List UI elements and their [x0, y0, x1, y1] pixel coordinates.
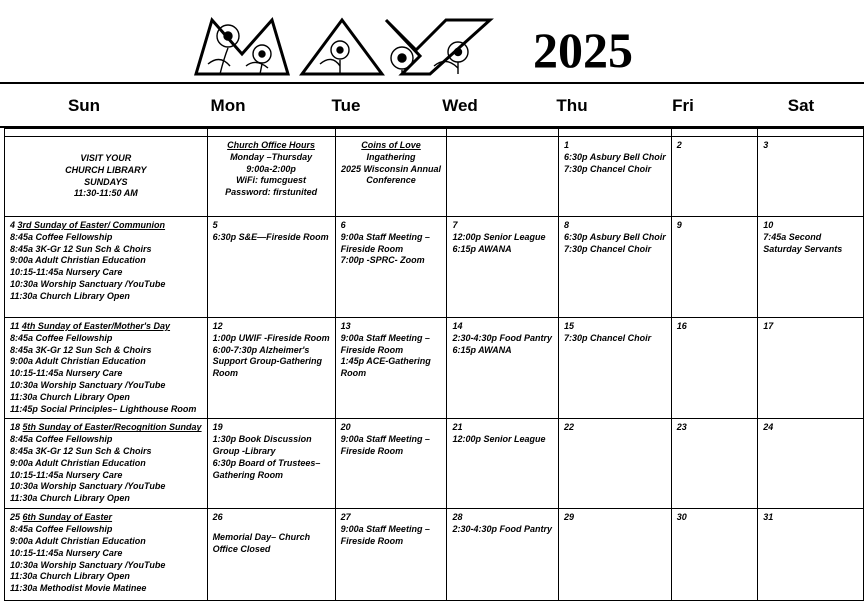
event-item: 6:15p AWANA: [452, 344, 512, 355]
week-row-5: [5, 509, 864, 601]
note-line: Password: firstunited: [225, 187, 318, 198]
event-item: 7:30p Chancel Choir: [564, 163, 652, 174]
event-item: 12:00p Senior League: [452, 231, 546, 242]
day-number: 4: [10, 220, 16, 230]
note-line: Ingathering: [366, 151, 416, 162]
day-number: 23: [676, 422, 687, 433]
day-number: 8: [564, 220, 570, 230]
day-cell-23: [671, 419, 757, 509]
day-cell-30: [671, 509, 757, 601]
day-cell-3: [758, 137, 864, 217]
coins-of-love-cell: [335, 137, 447, 217]
weekday-mon: Mon: [210, 96, 246, 115]
event-item: 10:15-11:45a Nursery Care: [10, 469, 123, 480]
note-line: SUNDAYS: [84, 176, 128, 187]
event-item: 11:30a Church Library Open: [10, 391, 130, 402]
day-cell-empty: [447, 137, 559, 217]
event-item: 10:15-11:45a Nursery Care: [10, 368, 123, 379]
weekday-wed: Wed: [442, 96, 478, 115]
event-item: 6:30p Asbury Bell Choir: [564, 151, 666, 162]
note-line: WiFi: fumcguest: [236, 175, 307, 186]
day-cell-11: [5, 318, 208, 419]
day-number: 5: [212, 220, 218, 230]
event-item: 11:30a Church Library Open: [10, 290, 130, 301]
day-number: 24: [763, 422, 774, 433]
day-number: 28: [452, 512, 463, 523]
day-cell-18: [5, 419, 208, 509]
month-grid: [4, 128, 864, 601]
day-number: 15: [564, 321, 575, 331]
event-item: 2:30-4:30p Food Pantry: [452, 332, 552, 343]
event-item: 10:15-11:45a Nursery Care: [10, 267, 123, 278]
event-item: 11:45p Social Principles– Lighthouse Room: [10, 403, 197, 414]
event-item: 7:30p Chancel Choir: [564, 243, 652, 254]
day-number: 14: [452, 321, 463, 331]
event-item: 10:15-11:45a Nursery Care: [10, 547, 123, 558]
day-number: 6: [340, 220, 346, 230]
event-item: 11:30a Church Library Open: [10, 493, 130, 504]
day-cell-12: [207, 318, 335, 419]
event-item: 1:30p Book Discussion Group -Library: [212, 434, 312, 456]
day-number: 2: [676, 140, 682, 150]
day-cell-20: [335, 419, 447, 509]
note-line: Monday –Thursday: [230, 151, 313, 162]
event-item: 9:00a Adult Christian Education: [10, 457, 146, 468]
event-item: 9:00a Staff Meeting –: [340, 434, 430, 445]
note-line: VISIT YOUR: [80, 152, 132, 163]
day-cell-28: [447, 509, 559, 601]
day-cell-26: [207, 509, 335, 601]
event-item: 9:00a Staff Meeting –: [340, 231, 430, 242]
event-item: Fireside Room: [340, 344, 404, 355]
day-cell-4: [5, 217, 208, 318]
event-item: 10:30a Worship Sanctuary /YouTube: [10, 481, 166, 492]
day-cell-10: [758, 217, 864, 318]
note-line: CHURCH LIBRARY: [65, 164, 147, 175]
note-line: 11:30-11:50 AM: [73, 188, 138, 199]
day-cell-5: [207, 217, 335, 318]
event-item: 10:30a Worship Sanctuary /YouTube: [10, 278, 166, 289]
day-number: 10: [763, 220, 774, 230]
event-item: 12:00p Senior League: [452, 434, 546, 445]
day-cell-17: [758, 318, 864, 419]
day-number: 31: [763, 512, 774, 523]
event-item: 7:30p Chancel Choir: [564, 332, 652, 343]
event-item: 8:45a 3K-Gr 12 Sun Sch & Choirs: [10, 344, 152, 355]
office-hours-cell: [207, 137, 335, 217]
header-divider: [0, 82, 864, 84]
library-note-cell: [5, 137, 208, 217]
day-cell-2: [671, 137, 757, 217]
day-number: 1: [564, 140, 570, 150]
event-item: 6:30p Asbury Bell Choir: [564, 231, 666, 242]
day-number: 30: [676, 512, 687, 523]
event-item: Fireside Room: [340, 535, 404, 546]
event-item: 9:00a Adult Christian Education: [10, 356, 146, 367]
event-item: 8:45a 3K-Gr 12 Sun Sch & Choirs: [10, 243, 152, 254]
day-cell-31: [758, 509, 864, 601]
event-item: 9:00a Adult Christian Education: [10, 535, 146, 546]
day-number: 11: [10, 321, 20, 331]
week-row-4: [5, 419, 864, 509]
day-number: 22: [564, 422, 575, 433]
event-item: 6:30p S&E—Fireside Room: [212, 231, 329, 242]
day-number: 16: [676, 321, 687, 331]
event-item: 9:00a Staff Meeting –: [340, 332, 430, 343]
sunday-title: 4th Sunday of Easter/Mother's Day: [21, 321, 171, 331]
day-number: 27: [340, 512, 351, 523]
day-cell-13: [335, 318, 447, 419]
event-item: 6:30p Board of Trustees–Gathering Room: [212, 457, 321, 480]
day-cell-27: [335, 509, 447, 601]
event-item: 2:30-4:30p Food Pantry: [452, 524, 552, 535]
day-number: 13: [340, 321, 351, 331]
day-number: 25: [10, 512, 21, 523]
weekday-sat: Sat: [787, 96, 815, 115]
day-number: 21: [452, 422, 463, 433]
event-item: 7:00p -SPRC- Zoom: [340, 255, 425, 266]
event-item: Fireside Room: [340, 445, 404, 456]
coins-of-love-title: Coins of Love: [361, 140, 421, 150]
day-number: 12: [212, 321, 223, 331]
week-row-1: [5, 137, 864, 217]
day-cell-24: [758, 419, 864, 509]
event-item: 9:00a Staff Meeting –: [340, 524, 430, 535]
day-number: 18: [10, 422, 21, 433]
week-row-3: [5, 318, 864, 419]
event-item: 11:30a Church Library Open: [10, 571, 130, 582]
sunday-title: 6th Sunday of Easter: [22, 512, 113, 523]
week-row-2: [5, 217, 864, 318]
day-cell-25: [5, 509, 208, 601]
event-item: Fireside Room: [340, 243, 404, 254]
day-cell-22: [559, 419, 672, 509]
event-item: 8:45a Coffee Fellowship: [10, 434, 113, 445]
day-number: 19: [212, 422, 223, 433]
event-item: Memorial Day– Church Office Closed: [212, 532, 311, 554]
day-number: 17: [763, 321, 774, 331]
event-item: 1:00p UWIF -Fireside Room: [212, 332, 330, 343]
day-number: 20: [340, 422, 351, 433]
event-item: 8:45a Coffee Fellowship: [10, 231, 113, 242]
day-cell-19: [207, 419, 335, 509]
event-item: 1:45p ACE-Gathering Room: [340, 356, 431, 379]
day-cell-21: [447, 419, 559, 509]
weekday-header-row: [0, 88, 864, 124]
day-cell-15: [559, 318, 672, 419]
day-number: 7: [452, 220, 458, 230]
event-item: 10:30a Worship Sanctuary /YouTube: [10, 379, 166, 390]
day-cell-1: [559, 137, 672, 217]
day-cell-8: [559, 217, 672, 318]
weekday-tue: Tue: [331, 96, 361, 115]
weekday-fri: Fri: [672, 96, 694, 115]
day-cell-29: [559, 509, 672, 601]
event-item: 7:45a Second Saturday Servants: [763, 231, 843, 254]
day-cell-6: [335, 217, 447, 318]
day-cell-14: [447, 318, 559, 419]
event-item: 6:15p AWANA: [452, 243, 512, 254]
day-cell-16: [671, 318, 757, 419]
event-item: 10:30a Worship Sanctuary /YouTube: [10, 559, 166, 570]
weekday-thu: Thu: [556, 96, 588, 115]
sunday-title: 3rd Sunday of Easter/ Communion: [17, 220, 166, 230]
event-item: 6:00-7:30p Alzheimer's Support Group-Gathering Room: [212, 344, 323, 379]
day-number: 3: [763, 140, 769, 150]
event-item: 8:45a Coffee Fellowship: [10, 524, 113, 535]
day-cell-7: [447, 217, 559, 318]
calendar-header: [0, 0, 864, 84]
may-banner-graphic: [190, 14, 506, 78]
event-item: 11:30a Methodist Movie Matinee: [10, 583, 147, 594]
weekday-sun: Sun: [67, 96, 101, 115]
spacer-row: [5, 129, 864, 137]
day-number: 9: [676, 220, 682, 230]
sunday-title: 5th Sunday of Easter/Recognition Sunday: [22, 422, 202, 433]
day-number: 26: [212, 512, 223, 523]
event-item: 8:45a Coffee Fellowship: [10, 332, 113, 343]
office-hours-title: Church Office Hours: [227, 140, 315, 150]
note-line: 2025 Wisconsin Annual Conference: [340, 163, 442, 186]
day-number: 29: [564, 512, 575, 523]
day-cell-9: [671, 217, 757, 318]
year-label: 2025: [533, 22, 633, 78]
note-line: 9:00a-2:00p: [246, 163, 296, 174]
event-item: 8:45a 3K-Gr 12 Sun Sch & Choirs: [10, 445, 152, 456]
event-item: 9:00a Adult Christian Education: [10, 255, 146, 266]
